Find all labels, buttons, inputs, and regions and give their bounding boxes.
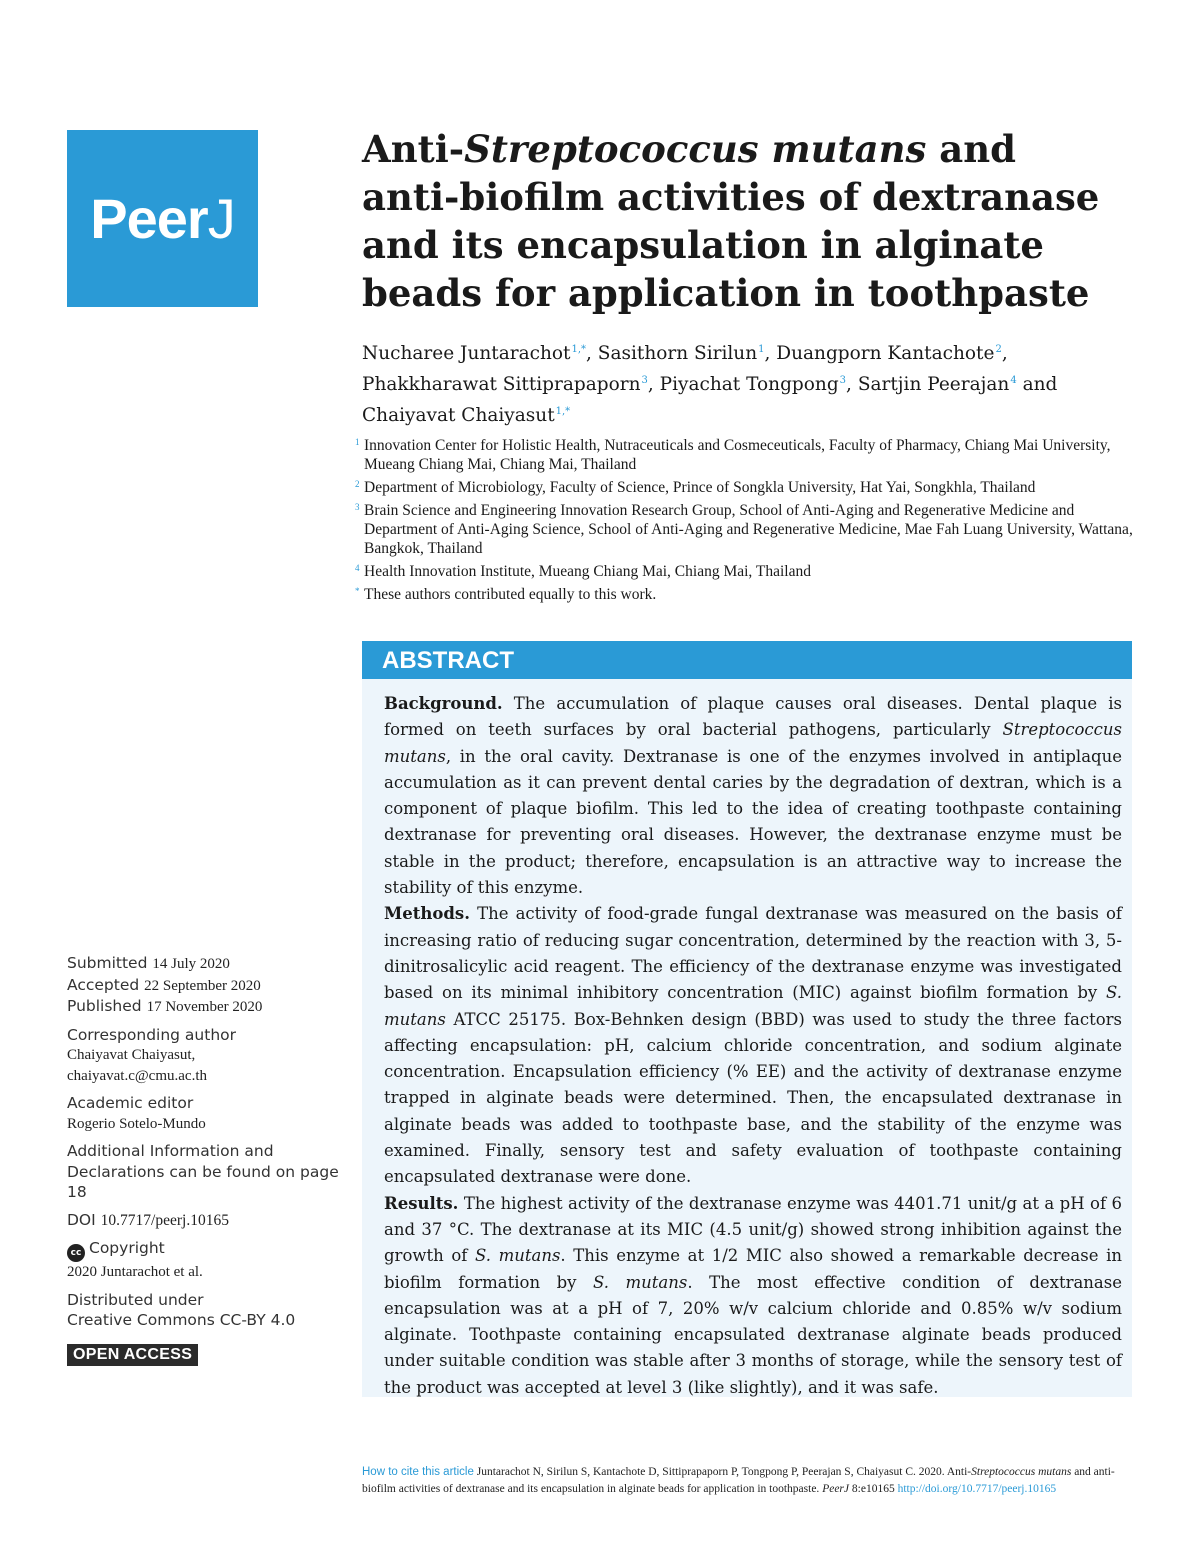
author-list: Nucharee Juntarachot$^{1,*}$, Sasithorn Sirilun$^1$, Duangporn Kantachote$^2$, Phakkharawat Sittiprapaporn$^3$, Piyachat Tongpong$^3$, Sartjin Peerajan$^4$ and Chaiyavat Chaiyasut$^{1,*}$: [362, 343, 1058, 426]
doi: DOI 10.7717/peerj.10165: [67, 1210, 229, 1229]
abstract-section: [362, 641, 1132, 1397]
author[interactable]: Duangporn Kantachote$^2$: [776, 343, 1002, 364]
abstract-body: [362, 679, 1132, 1401]
article-title: Anti-Streptococcus mutans and anti-biofilm activities of dextranase and its encapsulation in alginate beads for application in toothpaste: [362, 127, 1100, 315]
author[interactable]: Sasithorn Sirilun$^1$: [597, 343, 765, 364]
affiliation-item: 2 Department of Microbiology, Faculty of Science, Prince of Songkla University, Hat Yai, Songkhla, Thailand: [355, 479, 1036, 496]
abstract-heading: ABSTRACT: [362, 641, 1132, 679]
license-link[interactable]: Creative Commons CC-BY 4.0: [67, 1311, 296, 1329]
article-info-sidebar: [67, 953, 347, 1366]
corresponding-author: Corresponding author Chaiyavat Chaiyasut, chaiyavat.c@cmu.ac.th: [67, 1025, 347, 1087]
peerj-logo: [67, 130, 258, 307]
peerj-logo-text: PeerJ: [90, 187, 235, 250]
author[interactable]: Chaiyavat Chaiyasut$^{1,*}$: [362, 405, 571, 426]
abstract-methods: Methods. The activity of food-grade fungal dextranase was measured on the basis of increasing ratio of reducing sugar concentration, determined by the reaction with 3, 5-dinitrosalicylic acid reagent. The efficiency of the dextranase enzyme was investigated based on its minimal inhibitory concentration (MIC) against biofilm formation by S. mutans ATCC 25175. Box-Behnken design (BBD) was used to study the three factors affecting encapsulation: pH, calcium chloride concentration, and sodium alginate concentration. Encapsulation efficiency (% EE) and the activity of dextranase enzyme trapped in alginate beads were determined. Then, the encapsulated dextranase in alginate beads was added to toothpaste base, and the stability of the enzyme was examined. Finally, sensory test and safety evaluation of toothpaste containing encapsulated dextranase were done.: [384, 904, 1122, 1187]
author[interactable]: Nucharee Juntarachot$^{1,*}$: [362, 343, 587, 364]
affiliation-item: 1 Innovation Center for Holistic Health, Nutraceuticals and Cosmeceuticals, Faculty of Pharmacy, Chiang Mai University, Mueang Chiang Mai, Chiang Mai, Thailand: [355, 437, 1111, 473]
academic-editor: Academic editor Rogerio Sotelo-Mundo: [67, 1094, 206, 1132]
corresponding-email-link[interactable]: chaiyavat.c@cmu.ac.th: [67, 1067, 207, 1084]
equal-contribution-note: * These authors contributed equally to this work.: [355, 586, 657, 603]
author[interactable]: Sartjin Peerajan$^4$: [857, 374, 1017, 395]
additional-info-link[interactable]: Additional Information and Declarations can be found on page 18: [67, 1142, 339, 1201]
citation-doi-link[interactable]: http://doi.org/10.7717/peerj.10165: [897, 1483, 1057, 1495]
affiliation-item: 3 Brain Science and Engineering Innovation Research Group, School of Anti-Aging and Regenerative Medicine and Department of Anti-Aging Science, School of Anti-Aging and Regenerative Medicine, Mae Fah Luang University, Wattana, Bangkok, Thailand: [355, 502, 1133, 557]
abstract-background: Background. The accumulation of plaque causes oral diseases. Dental plaque is formed on teeth surfaces by oral bacterial pathogens, particularly Streptococcus mutans, in the oral cavity. Dextranase is one of the enzymes involved in antiplaque accumulation as it can prevent dental caries by the degradation of dextran, which is a component of plaque biofilm. This led to the idea of creating toothpaste containing dextranase for preventing oral diseases. However, the dextranase enzyme must be stable in the product; therefore, encapsulation is an attractive way to increase the stability of this enzyme.: [384, 694, 1122, 898]
affiliations: [355, 436, 1135, 608]
affiliation-item: 4 Health Innovation Institute, Mueang Chiang Mai, Chiang Mai, Thailand: [355, 563, 811, 580]
author[interactable]: Phakkharawat Sittiprapaporn$^3$: [362, 374, 648, 395]
license: Distributed under Creative Commons CC-BY 4.0: [67, 1290, 347, 1331]
copyright: cc Copyright 2020 Juntarachot et al.: [67, 1239, 203, 1280]
creative-commons-icon: cc: [67, 1244, 85, 1262]
dates: Submitted 14 July 2020 Accepted 22 September 2020 Published 17 November 2020: [67, 954, 263, 1015]
author[interactable]: Piyachat Tongpong$^3$: [659, 374, 847, 395]
abstract-results: Results. The highest activity of the dextranase enzyme was 4401.71 unit/g at a pH of 6 and 37 °C. The dextranase at its MIC (4.5 unit/g) showed strong inhibition against the growth of S. mutans. This enzyme at 1/2 MIC also showed a remarkable decrease in biofilm formation by S. mutans. The most effective condition of dextranase encapsulation was at a pH of 7, 20% w/v calcium chloride and 0.85% w/v sodium alginate. Toothpaste containing encapsulated dextranase alginate beads produced under suitable condition was stable after 3 months of storage, while the sensory test of the product was accepted at level 3 (like slightly), and it was safe.: [384, 1193, 1123, 1397]
citation-footer: How to cite this article Juntarachot N, Sirilun S, Kantachote D, Sittiprapaporn P, Tongpong P, Peerajan S, Chaiyasut C. 2020. Anti-Streptococcus mutans and anti-biofilm activities of dextranase and its encapsulation in alginate beads for application in toothpaste. PeerJ 8:e10165 http://doi.org/10.7717/peerj.10165: [362, 1466, 1115, 1495]
doi-link[interactable]: 10.7717/peerj.10165: [100, 1211, 229, 1229]
open-access-badge: OPEN ACCESS: [67, 1344, 198, 1367]
